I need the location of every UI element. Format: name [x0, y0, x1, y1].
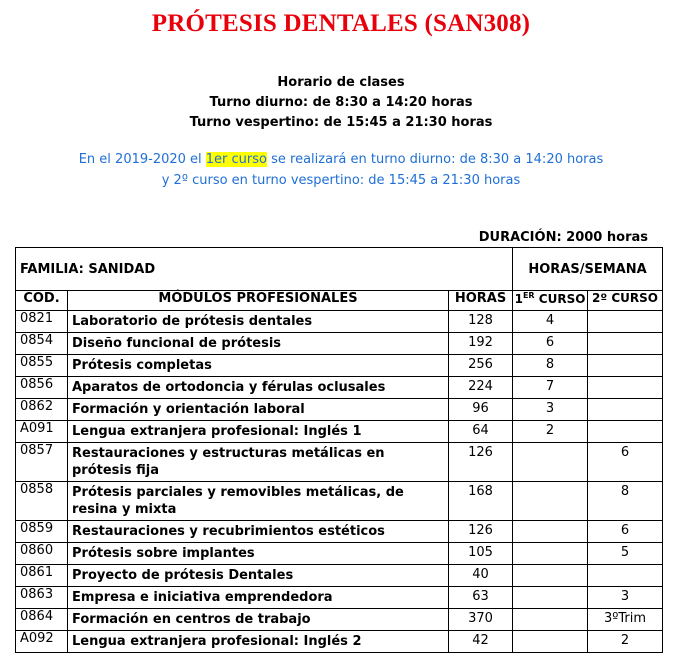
module-code: 0855 [16, 355, 68, 377]
module-name: Restauraciones y recubrimientos estéticos [68, 521, 449, 543]
module-hours: 224 [449, 377, 513, 399]
col-modules: MÓDULOS PROFESIONALES [68, 291, 449, 311]
module-code: 0859 [16, 521, 68, 543]
module-hours: 370 [449, 609, 513, 631]
module-name: Proyecto de prótesis Dentales [68, 565, 449, 587]
table-row [16, 565, 663, 587]
first-course-hours [513, 482, 588, 521]
table-row [16, 311, 663, 333]
second-course-hours [588, 355, 663, 377]
module-hours: 105 [449, 543, 513, 565]
first-course-hours [513, 521, 588, 543]
second-course-hours [588, 399, 663, 421]
first-course-hours [513, 587, 588, 609]
module-hours: 64 [449, 421, 513, 443]
second-course-hours [588, 565, 663, 587]
table-row [16, 421, 663, 443]
module-name: Formación y orientación laboral [68, 399, 449, 421]
module-code: A091 [16, 421, 68, 443]
col-first-course: 1ER CURSO [513, 291, 588, 311]
schedule-heading: Horario de clases [277, 75, 405, 90]
module-code: 0861 [16, 565, 68, 587]
note-line-1 [0, 149, 682, 170]
first-course-hours: 6 [513, 333, 588, 355]
hours-week-label: HORAS/SEMANA [513, 248, 663, 291]
second-course-hours: 5 [588, 543, 663, 565]
module-hours: 96 [449, 399, 513, 421]
table-row [16, 631, 663, 653]
module-code: 0864 [16, 609, 68, 631]
first-course-hours [513, 543, 588, 565]
duration-label: DURACIÓN: 2000 horas [478, 230, 648, 245]
table-row [16, 587, 663, 609]
second-course-hours: 3 [588, 587, 663, 609]
first-course-hours: 3 [513, 399, 588, 421]
table-row [16, 443, 663, 482]
module-name: Lengua extranjera profesional: Inglés 2 [68, 631, 449, 653]
page-title: PRÓTESIS DENTALES (SAN308) [151, 10, 531, 37]
modules-table [15, 247, 663, 653]
module-hours: 63 [449, 587, 513, 609]
module-hours: 126 [449, 521, 513, 543]
table-row [16, 355, 663, 377]
note-prefix: En el 2019-2020 el [78, 152, 206, 167]
family-label: FAMILIA: SANIDAD [16, 248, 513, 291]
module-code: 0857 [16, 443, 68, 482]
second-course-hours [588, 421, 663, 443]
module-name: Restauraciones y estructuras metálicas en prótesis fija [68, 443, 449, 482]
module-name: Laboratorio de prótesis dentales [68, 311, 449, 333]
table-row [16, 609, 663, 631]
note-line-2: y 2º curso en turno vespertino: de 15:45 a 21:30 horas [161, 173, 521, 188]
module-name: Diseño funcional de prótesis [68, 333, 449, 355]
note-highlight: 1er curso [205, 152, 267, 167]
family-row [16, 248, 663, 291]
first-course-hours [513, 609, 588, 631]
module-hours: 256 [449, 355, 513, 377]
module-name: Empresa e iniciativa emprendedora [68, 587, 449, 609]
header-row [16, 291, 663, 311]
second-course-hours: 8 [588, 482, 663, 521]
module-hours: 126 [449, 443, 513, 482]
module-code: 0856 [16, 377, 68, 399]
table-row [16, 399, 663, 421]
first-course-hours [513, 443, 588, 482]
module-name: Lengua extranjera profesional: Inglés 1 [68, 421, 449, 443]
module-hours: 168 [449, 482, 513, 521]
module-code: 0821 [16, 311, 68, 333]
first-course-hours: 2 [513, 421, 588, 443]
module-code: 0863 [16, 587, 68, 609]
table-row [16, 521, 663, 543]
module-name: Prótesis completas [68, 355, 449, 377]
first-course-hours: 8 [513, 355, 588, 377]
first-course-hours: 4 [513, 311, 588, 333]
table-row [16, 377, 663, 399]
second-course-hours [588, 333, 663, 355]
first-course-hours [513, 565, 588, 587]
table-row [16, 482, 663, 521]
second-course-hours [588, 311, 663, 333]
second-course-hours: 2 [588, 631, 663, 653]
first-course-hours [513, 631, 588, 653]
module-name: Prótesis parciales y removibles metálicas, de resina y mixta [68, 482, 449, 521]
second-course-hours: 3ºTrim [588, 609, 663, 631]
module-hours: 192 [449, 333, 513, 355]
module-hours: 128 [449, 311, 513, 333]
module-code: 0862 [16, 399, 68, 421]
table-row [16, 543, 663, 565]
note-suffix: se realizará en turno diurno: de 8:30 a 14:20 horas [267, 152, 604, 167]
col-cod: COD. [16, 291, 68, 311]
module-name: Formación en centros de trabajo [68, 609, 449, 631]
module-code: 0858 [16, 482, 68, 521]
second-course-hours [588, 377, 663, 399]
module-code: 0854 [16, 333, 68, 355]
table-row [16, 333, 663, 355]
module-code: 0860 [16, 543, 68, 565]
first-course-hours: 7 [513, 377, 588, 399]
schedule-day-shift: Turno diurno: de 8:30 a 14:20 horas [209, 95, 473, 110]
module-hours: 42 [449, 631, 513, 653]
second-course-hours: 6 [588, 443, 663, 482]
module-code: A092 [16, 631, 68, 653]
module-name: Prótesis sobre implantes [68, 543, 449, 565]
module-name: Aparatos de ortodoncia y férulas oclusales [68, 377, 449, 399]
module-hours: 40 [449, 565, 513, 587]
schedule-evening-shift: Turno vespertino: de 15:45 a 21:30 horas [189, 115, 493, 130]
col-hours: HORAS [449, 291, 513, 311]
second-course-hours: 6 [588, 521, 663, 543]
col-second-course: 2º CURSO [588, 291, 663, 311]
